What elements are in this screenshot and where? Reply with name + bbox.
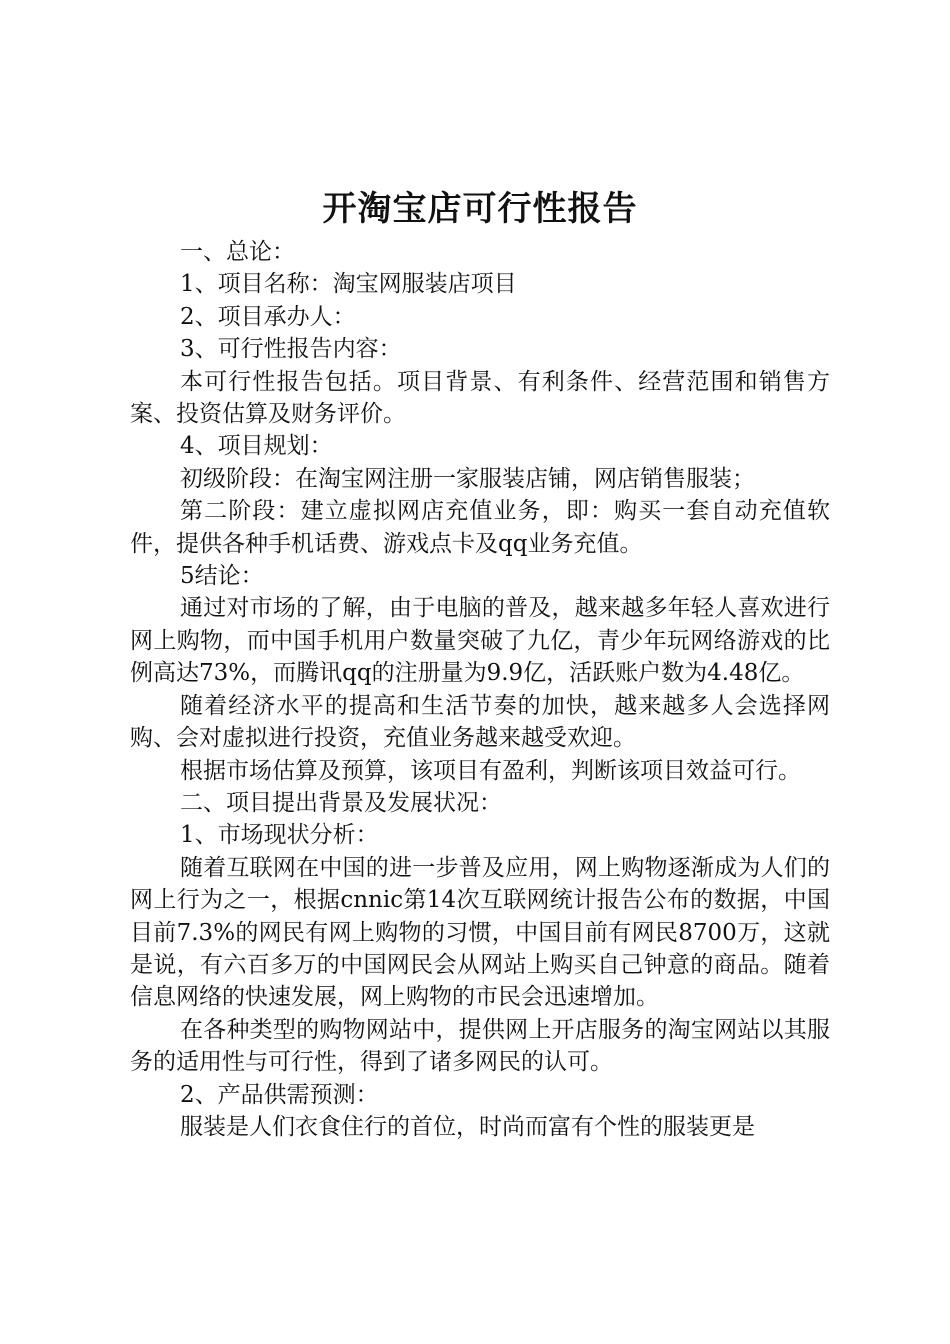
paragraph: 一、总论： <box>180 239 295 265</box>
paragraph: 1、项目名称：淘宝网服装店项目 <box>180 271 517 298</box>
paragraph: 初级阶段：在淘宝网注册一家服装店铺，网店销售服装； <box>180 465 755 492</box>
document-title: 开淘宝店可行性报告 <box>322 189 638 229</box>
document-body <box>130 236 830 1143</box>
paragraph: 二、项目提出背景及发展状况： <box>180 789 502 816</box>
paragraph: 1、市场现状分析： <box>180 822 379 849</box>
paragraph: 服装是人们衣食住行的首位，时尚而富有个性的服装更是 <box>180 1113 755 1140</box>
paragraph: 随着互联网在中国的进一步普及应用，网上购物逐渐成为人们的网上行为之一，根据cnnic第14次互联网统计报告公布的数据，中国目前7.3%的网民有网上购物的习惯，中国目前有网民8700万，这就是说，有六百多万的中国网民会从网站上购买自己钟意的商品。随着信息网络的快速发展，网上购物的市民会迅速增加。 <box>130 854 830 1011</box>
document-page <box>130 186 830 1143</box>
paragraph: 本可行性报告包括。项目背景、有利条件、经营范围和销售方案、投资估算及财务评价。 <box>130 368 830 428</box>
paragraph: 5结论： <box>180 563 264 590</box>
paragraph: 2、项目承办人： <box>180 303 356 330</box>
paragraph: 4、项目规划： <box>180 433 333 460</box>
paragraph: 在各种类型的购物网站中，提供网上开店服务的淘宝网站以其服务的适用性与可行性，得到了诸多网民的认可。 <box>130 1016 830 1076</box>
paragraph: 2、产品供需预测： <box>180 1081 379 1108</box>
paragraph: 3、可行性报告内容： <box>180 336 402 363</box>
paragraph: 第二阶段：建立虚拟网店充值业务，即：购买一套自动充值软件，提供各种手机话费、游戏点卡及qq业务充值。 <box>130 498 830 557</box>
paragraph: 通过对市场的了解，由于电脑的普及，越来越多年轻人喜欢进行网上购物，而中国手机用户数量突破了九亿，青少年玩网络游戏的比例高达73%，而腾讯qq的注册量为9.9亿，活跃账户数为4.48亿。 <box>130 595 830 687</box>
paragraph: 随着经济水平的提高和生活节奏的加快，越来越多人会选择网购、会对虚拟进行投资，充值业务越来越受欢迎。 <box>130 692 830 752</box>
paragraph: 根据市场估算及预算，该项目有盈利，判断该项目效益可行。 <box>180 757 801 784</box>
